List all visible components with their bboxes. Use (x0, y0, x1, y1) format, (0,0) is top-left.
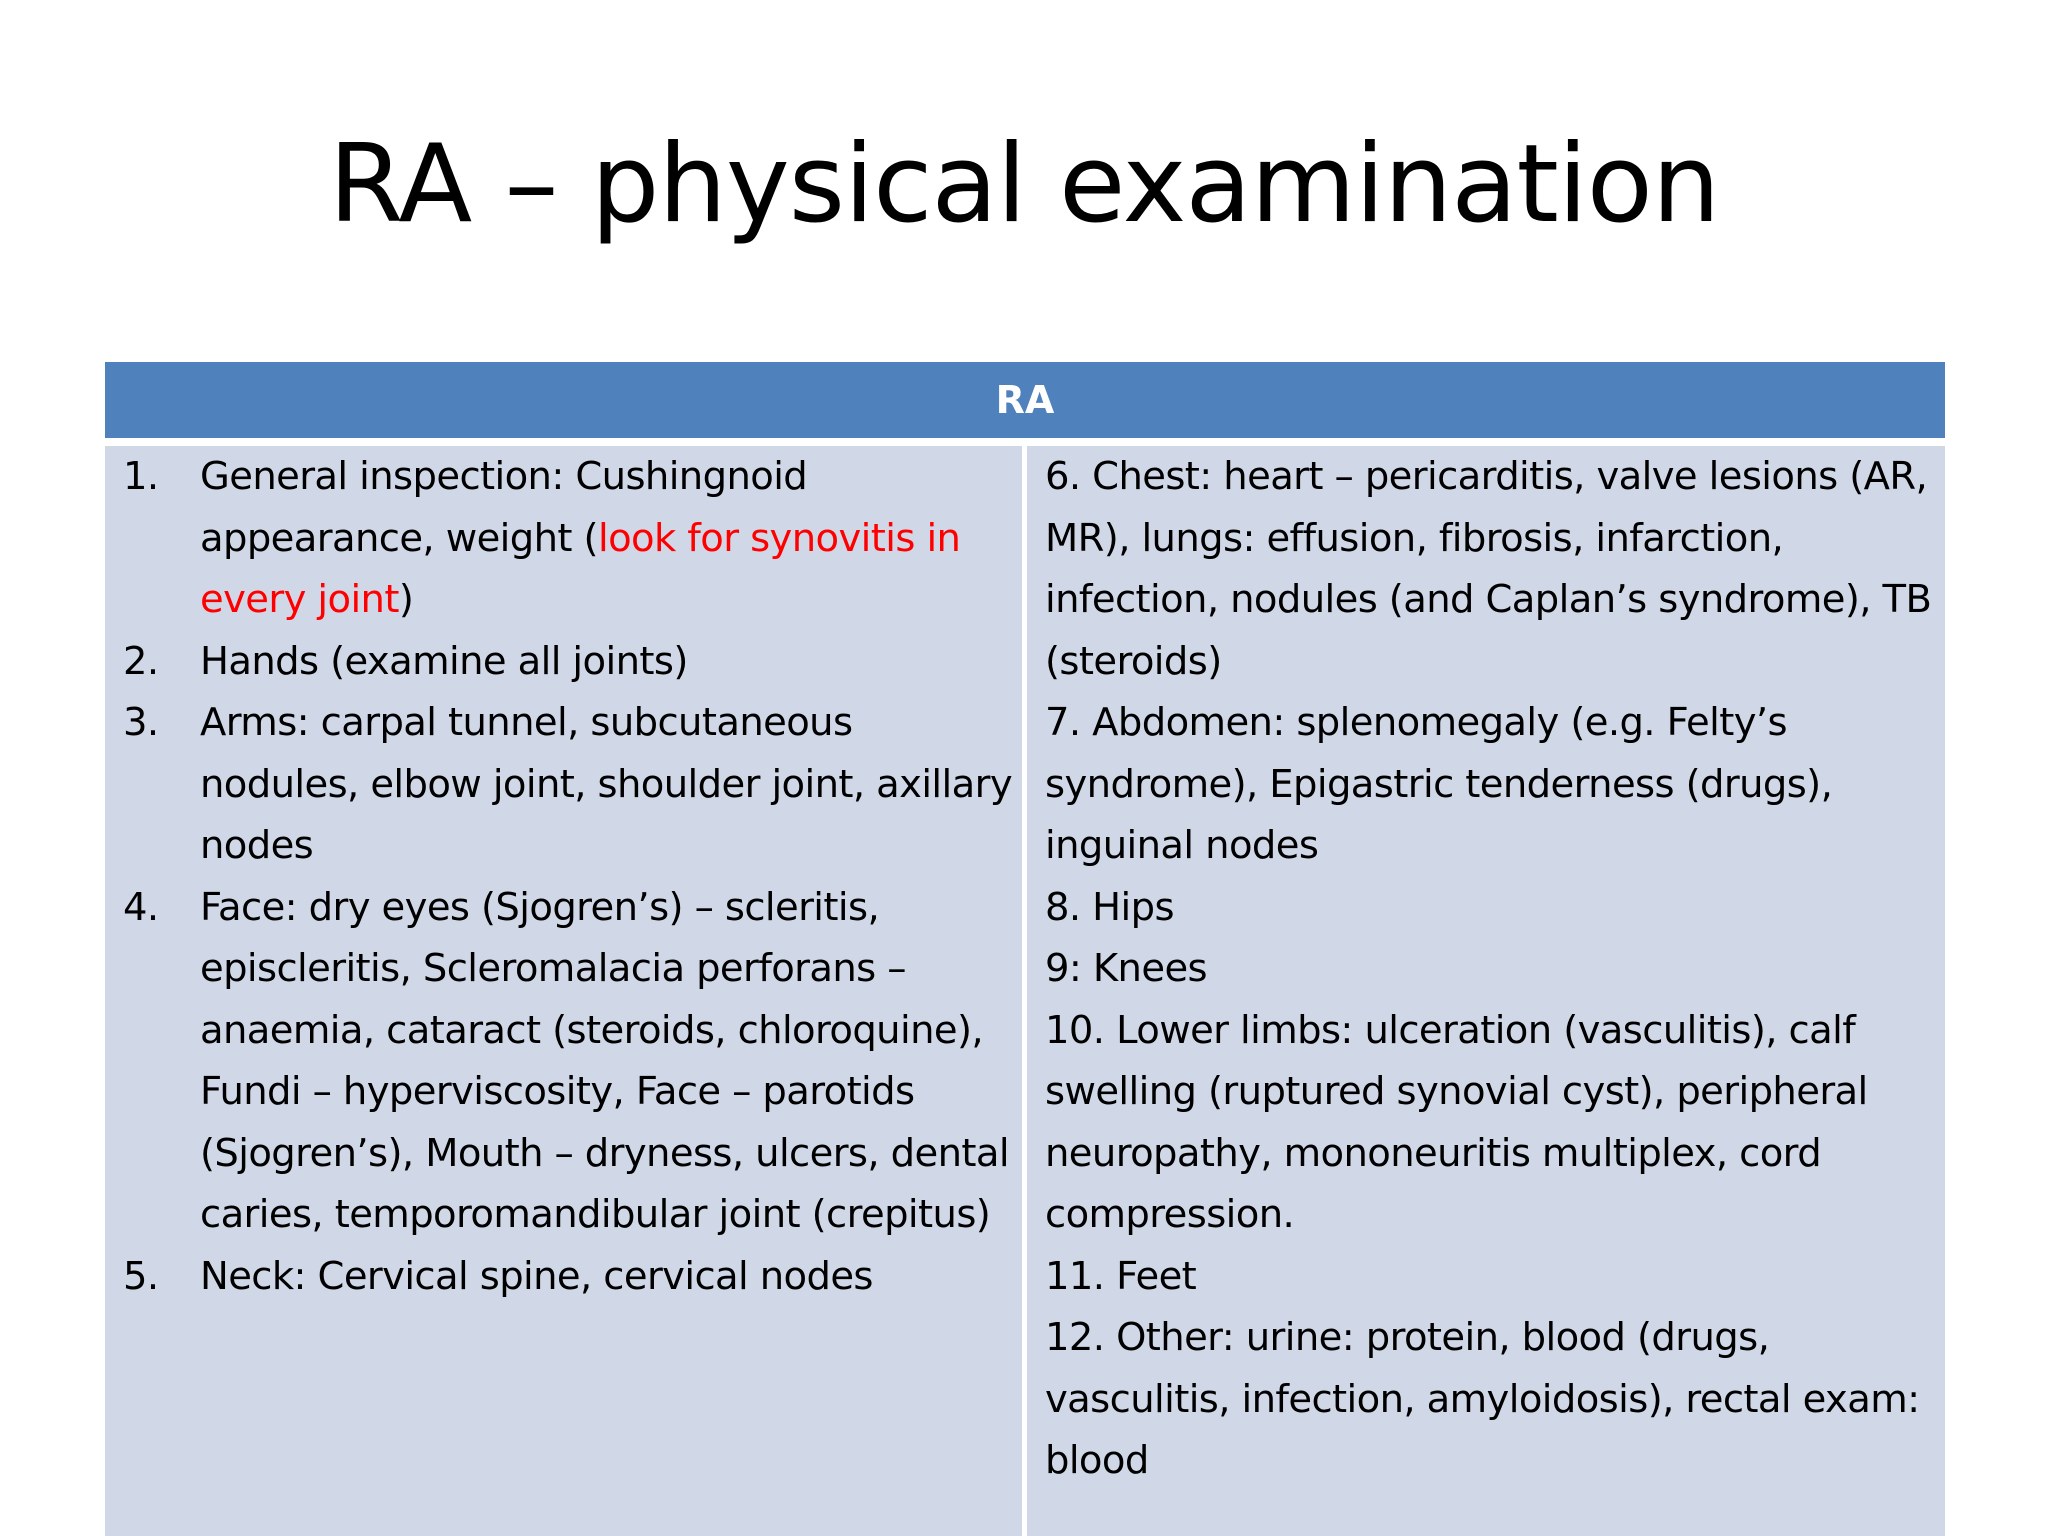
list-item (123, 692, 1014, 877)
right-column-cell (1027, 446, 1945, 1536)
table-header: RA (105, 362, 1945, 438)
list-item-other: 12. Other: urine: protein, blood (drugs, vasculitis, infection, amyloidosis), rectal exam: blood (1045, 1315, 1920, 1483)
list-item (123, 1246, 1014, 1308)
list-item-text: Face: dry eyes (Sjogren’s) – scleritis, episcleritis, Scleromalacia perforans – anaemia, cataract (steroids, chloroquine), Fundi – hyperviscosity, Face – parotids (Sjogren’s), Mouth – dryness, ulcers, dental caries, temporomandibular joint (crepitus) (200, 884, 1009, 1237)
left-column-cell (105, 446, 1022, 1536)
list-item-number: 1. (123, 454, 159, 499)
list-item-abdomen: 7. Abdomen: splenomegaly (e.g. Felty’s syndrome), Epigastric tenderness (drugs), inguinal nodes (1045, 700, 1833, 868)
left-numbered-list (123, 446, 1014, 1307)
list-item-text: Hands (examine all joints) (200, 638, 688, 684)
list-item-number: 4. (123, 884, 159, 930)
list-item-lower-limbs: 10. Lower limbs: ulceration (vasculitis), calf swelling (ruptured synovial cyst), peripheral neuropathy, mononeuritis multiplex, cord compression. (1045, 1007, 1868, 1237)
list-item-text: Arms: carpal tunnel, subcutaneous nodules, elbow joint, shoulder joint, axillary nodes (200, 700, 1013, 868)
list-item-text-end: ) (398, 577, 414, 622)
list-item (123, 631, 1014, 693)
list-item-number: 2. (123, 638, 159, 684)
list-item (123, 446, 1014, 631)
list-item-feet: 11. Feet (1045, 1253, 1197, 1299)
list-item-text: General inspection: Cushingnoid appearance, weight ( (200, 454, 808, 561)
list-item-hips: 8. Hips (1045, 884, 1174, 930)
list-item-knees: 9: Knees (1045, 946, 1207, 991)
list-item-number: 5. (123, 1253, 159, 1299)
list-item-chest: 6. Chest: heart – pericarditis, valve lesions (AR, MR), lungs: effusion, fibrosis, infarction, infection, nodules (and Caplan’s syndrome), TB (steroids) (1045, 454, 1932, 684)
right-item-list (1045, 446, 1939, 1492)
comparison-table (105, 362, 1945, 1536)
list-item-number: 3. (123, 700, 159, 745)
list-item (123, 877, 1014, 1246)
list-item-text: Neck: Cervical spine, cervical nodes (200, 1253, 873, 1299)
slide-title: RA – physical examination (328, 122, 1720, 247)
synovitis-highlight-text: look for synovitis in every joint (200, 515, 961, 622)
